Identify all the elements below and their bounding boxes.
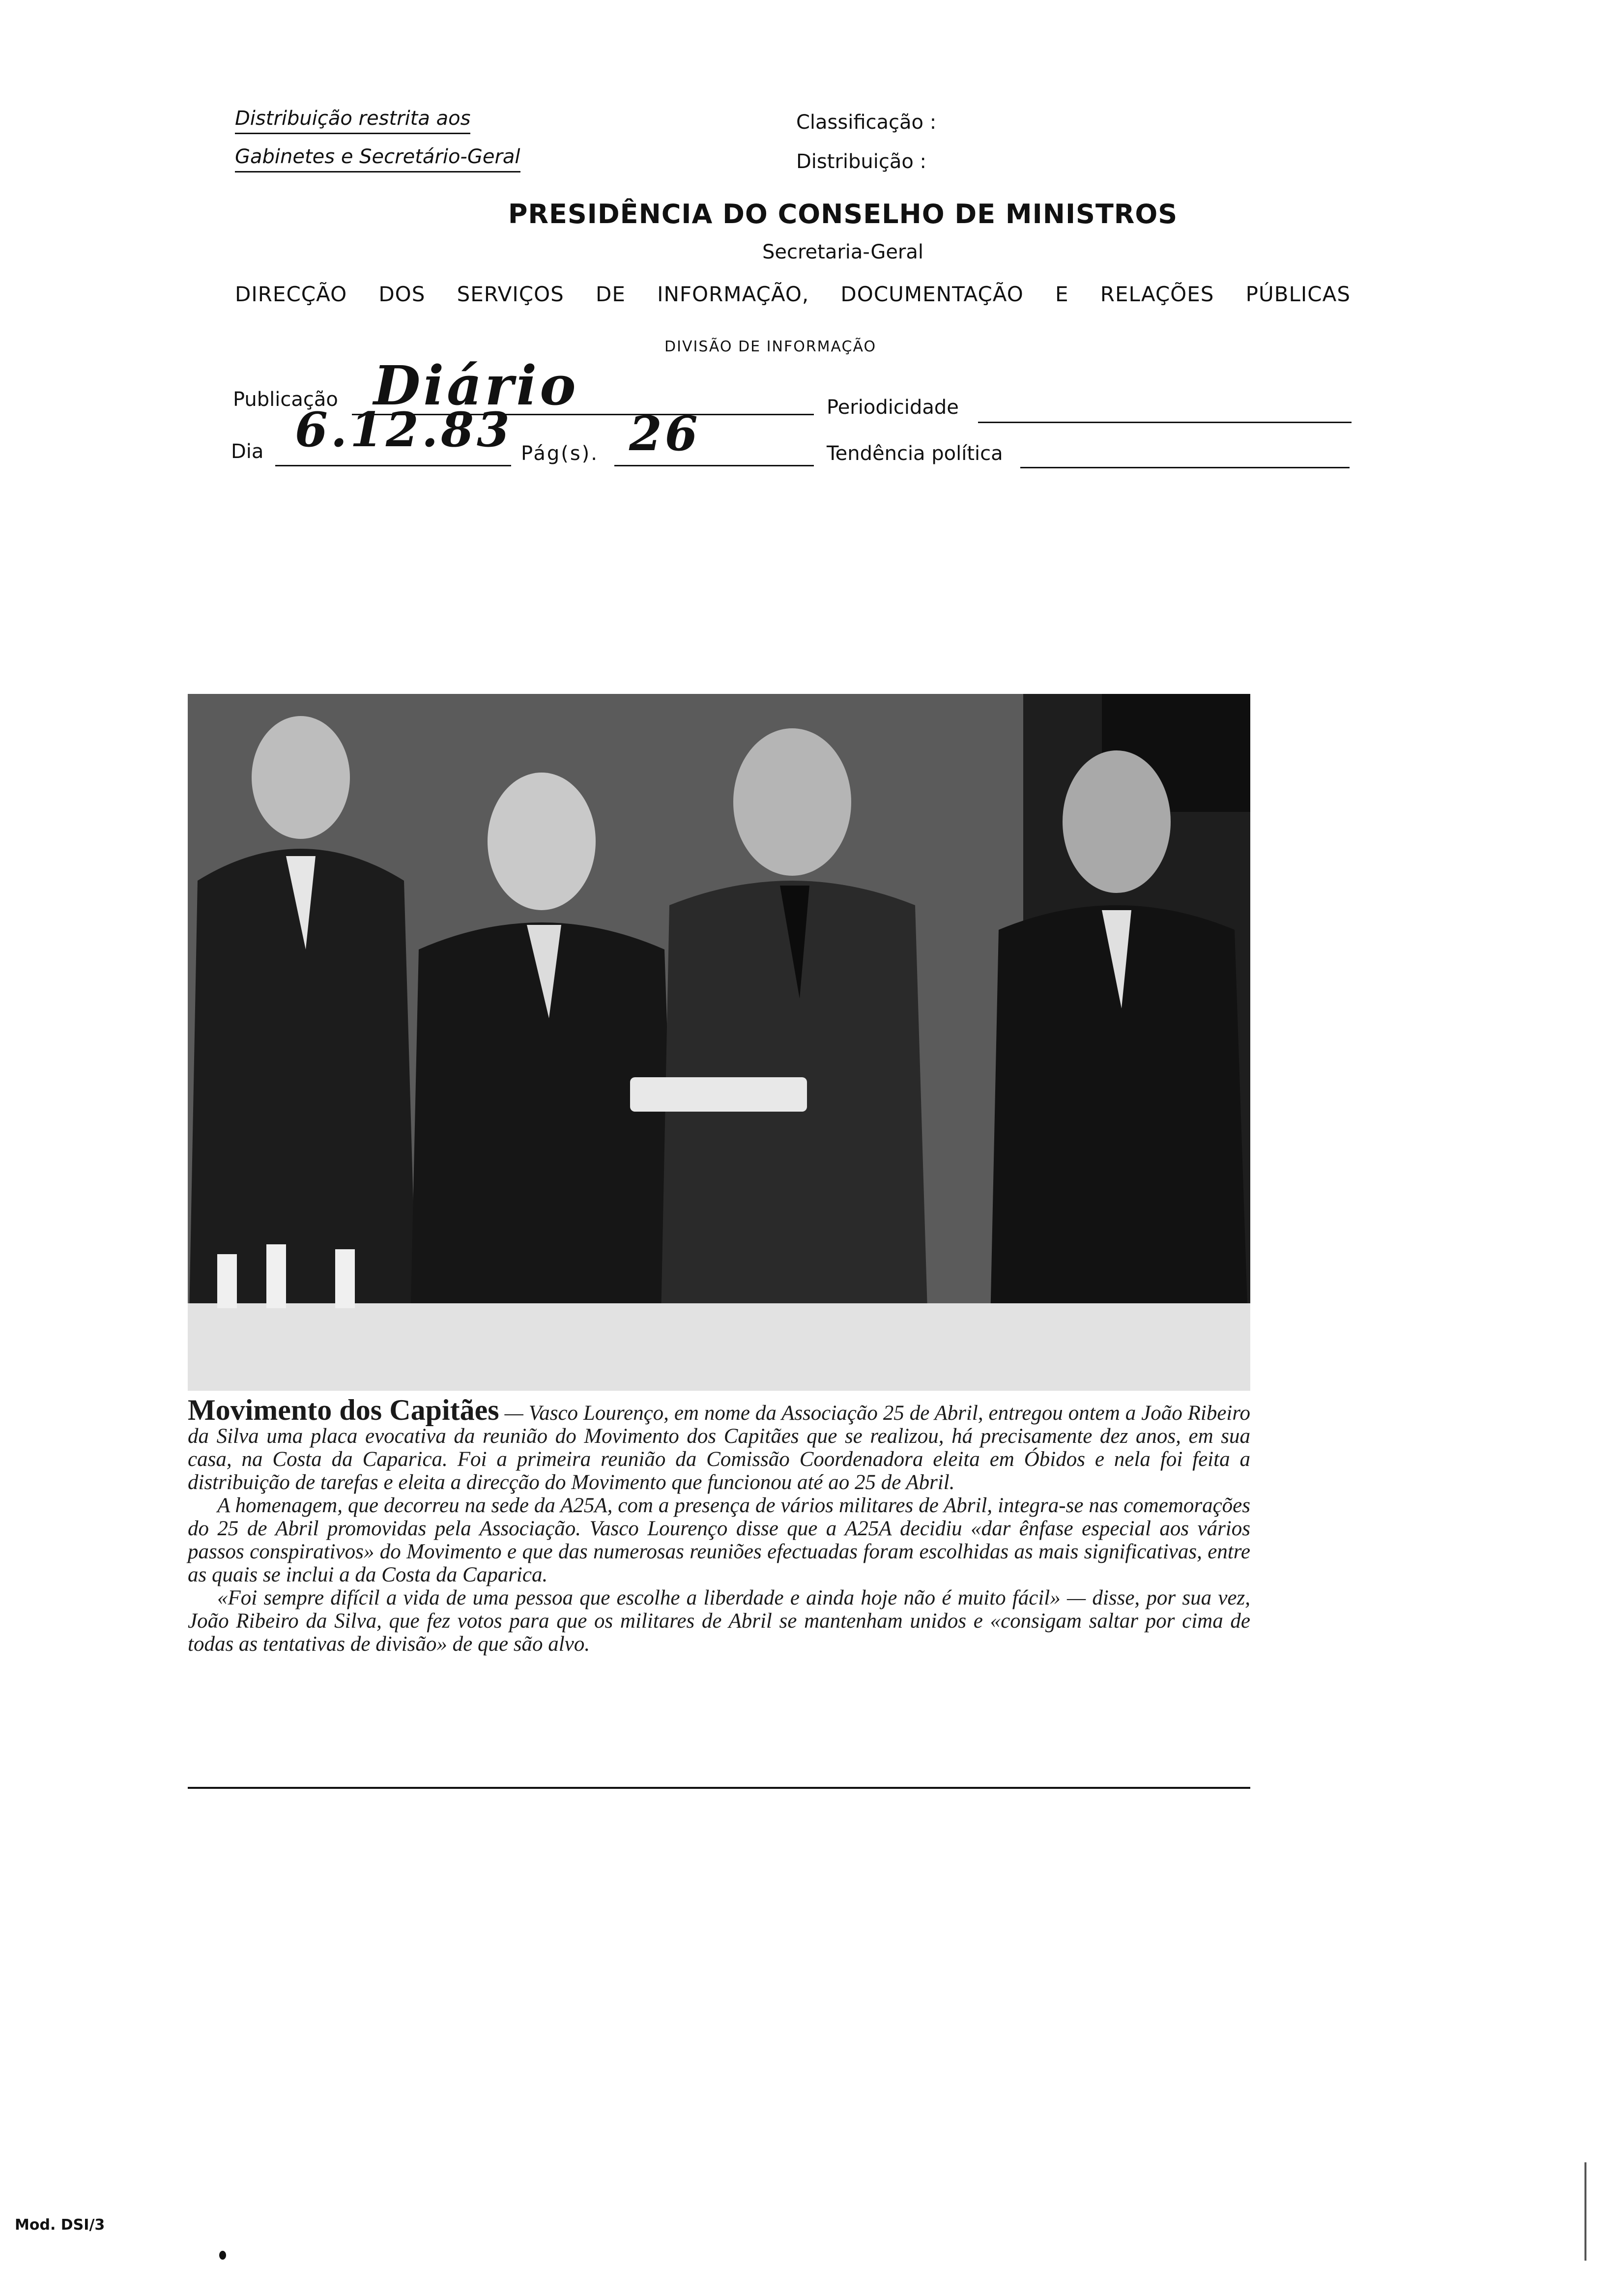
periodicidade-label: Periodicidade [827, 396, 959, 419]
direccao-line: DIRECÇÃO DOS SERVIÇOS DE INFORMAÇÃO, DOCUMENTAÇÃO E RELAÇÕES PÚBLICAS [235, 282, 1351, 306]
publicacao-handwritten: Diário [374, 354, 579, 417]
dia-handwritten: 6.12.83 [295, 402, 513, 458]
restriction-line-1: Distribuição restrita aos [235, 107, 470, 134]
org-subtitle: Secretaria-Geral [762, 241, 923, 263]
org-title: PRESIDÊNCIA DO CONSELHO DE MINISTROS [508, 199, 1178, 230]
article-bottom-rule [188, 1787, 1250, 1789]
margin-dot [219, 2251, 226, 2260]
distribuicao-label: Distribuição : [796, 150, 927, 173]
pags-rule [614, 465, 814, 466]
article-headline: Movimento dos Capitães [188, 1394, 499, 1426]
dia-rule [275, 465, 511, 466]
article-paragraph-2: A homenagem, que decorreu na sede da A25A, com a presença de vários militares de Abril, integra-se nas comemorações do 25 de Abril promovidas pela Associação. Vasco Lourenço disse que a A25A decidiu «dar ênfase especial aos vários passos conspirativos» do Movimento e que das numerosas reuniões efectuadas foram escolhidas as mais significativas, entre as quais se inclui a da Costa da Caparica. [188, 1494, 1250, 1586]
dia-label: Dia [231, 440, 264, 463]
tendencia-label: Tendência política [827, 442, 1003, 465]
edge-mark [1584, 2162, 1586, 2261]
pags-label: Pág(s). [521, 442, 599, 465]
article-paragraph-1 [188, 1394, 1250, 1494]
tendencia-rule [1020, 467, 1350, 468]
pags-handwritten: 26 [629, 406, 701, 461]
form-code: Mod. DSI/3 [15, 2216, 105, 2234]
article-paragraph-1-text: — Vasco Lourenço, em nome da Associação 25 de Abril, entregou ontem a João Ribeiro da Silva uma placa evocativa da reunião do Movimento dos Capitães que se realizou, há precisamente dez anos, em sua casa, na Costa da Caparica. Foi a primeira reunião da Comissão Coordenadora eleita em Óbidos e nela foi feita a distribuição de tarefas e eleita a direcção do Movimento que funcionou até ao 25 de Abril. [188, 1402, 1250, 1494]
article-body [188, 1394, 1250, 1656]
publicacao-label: Publicação [233, 388, 338, 411]
divisao-line: DIVISÃO DE INFORMAÇÃO [664, 338, 877, 355]
news-photograph [188, 694, 1250, 1391]
restriction-line-2: Gabinetes e Secretário-Geral [235, 145, 520, 172]
article-paragraph-3: «Foi sempre difícil a vida de uma pessoa que escolhe a liberdade e ainda hoje não é muito fácil» — disse, por sua vez, João Ribeiro da Silva, que fez votos para que os militares de Abril se mantenham unidos e «consigam saltar por cima de todas as tentativas de divisão» de que são alvo. [188, 1586, 1250, 1656]
news-photograph-illustration [188, 694, 1250, 1391]
periodicidade-rule [978, 422, 1352, 423]
classificacao-label: Classificação : [796, 111, 937, 134]
